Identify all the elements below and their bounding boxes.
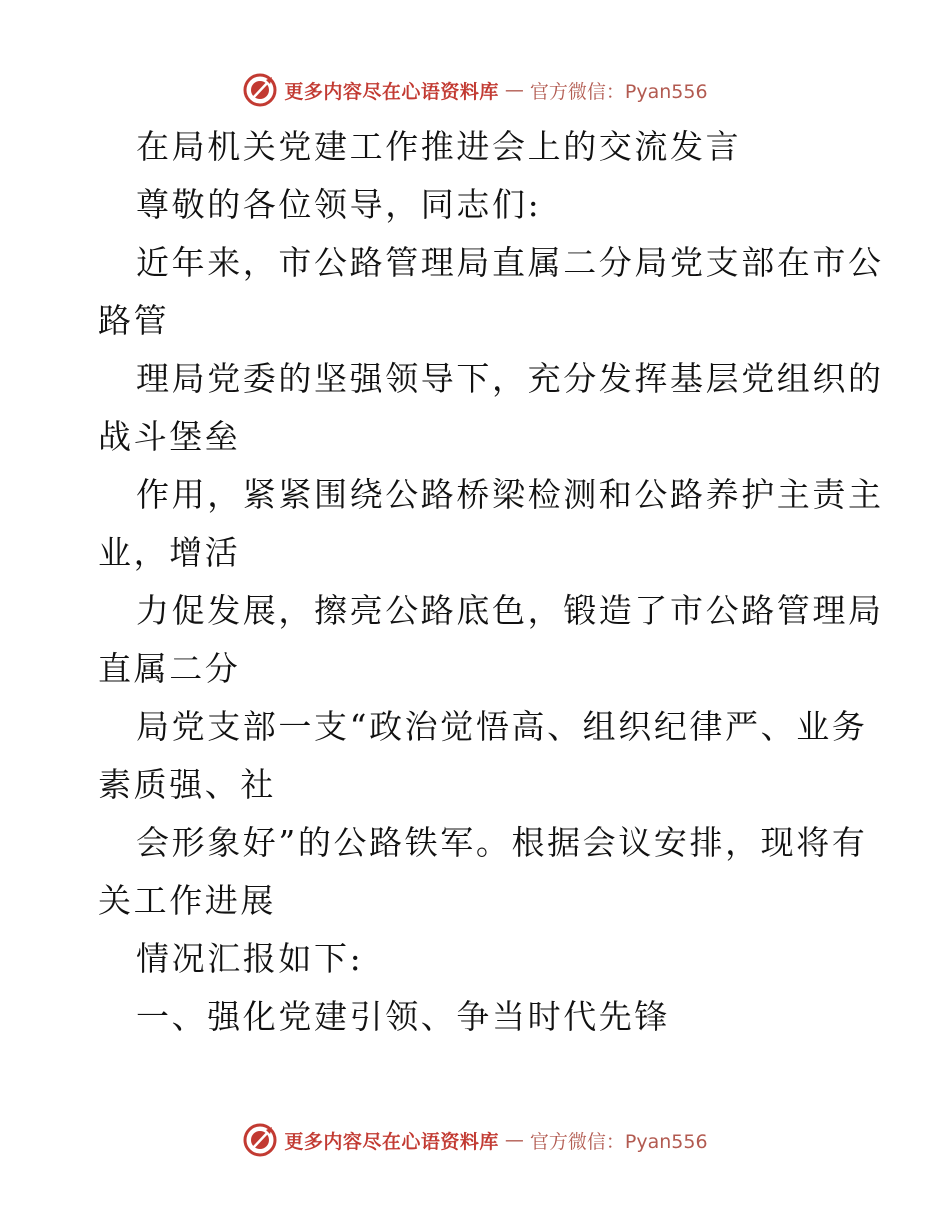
paragraph-line: 业，增活 (98, 533, 241, 572)
paragraph-line: 战斗堡垒 (98, 417, 241, 456)
paragraph-line: 情况汇报如下: (136, 939, 364, 978)
document-title: 在局机关党建工作推进会上的交流发言 (136, 127, 742, 166)
paragraph-line: 力促发展，擦亮公路底色，锻造了市公路管理局 (136, 591, 884, 630)
banner-wechat-text: 官方微信：Pyan556 (529, 1130, 708, 1153)
paragraph-line: 直属二分 (98, 649, 241, 688)
banner-separator: — (504, 1129, 524, 1151)
paragraph-line: 会形象好”的公路铁军。根据会议安排，现将有 (136, 823, 868, 862)
document-body (98, 118, 884, 1046)
paragraph-line: 理局党委的坚强领导下，充分发挥基层党组织的 (136, 359, 884, 398)
paragraph-line: 素质强、社 (98, 765, 276, 804)
paragraph-line: 局党支部一支“政治觉悟高、组织纪律严、业务 (136, 707, 868, 746)
banner-wechat-text: 官方微信：Pyan556 (529, 80, 708, 103)
brand-logo-icon (242, 1122, 278, 1158)
paragraph-line: 近年来，市公路管理局直属二分局党支部在市公 (136, 243, 884, 282)
paragraph-line: 作用，紧紧围绕公路桥梁检测和公路养护主责主 (136, 475, 884, 514)
banner-site-text: 更多内容尽在心语资料库 (284, 80, 499, 103)
paragraph-line: 路管 (98, 301, 170, 340)
footer-banner (0, 1120, 950, 1160)
header-banner (0, 70, 950, 110)
paragraph-line: 关工作进展 (98, 881, 276, 920)
banner-separator: — (504, 79, 524, 101)
brand-logo-icon (242, 72, 278, 108)
salutation: 尊敬的各位领导，同志们: (136, 185, 542, 224)
section-heading: 一、强化党建引领、争当时代先锋 (136, 997, 670, 1036)
banner-site-text: 更多内容尽在心语资料库 (284, 1130, 499, 1153)
